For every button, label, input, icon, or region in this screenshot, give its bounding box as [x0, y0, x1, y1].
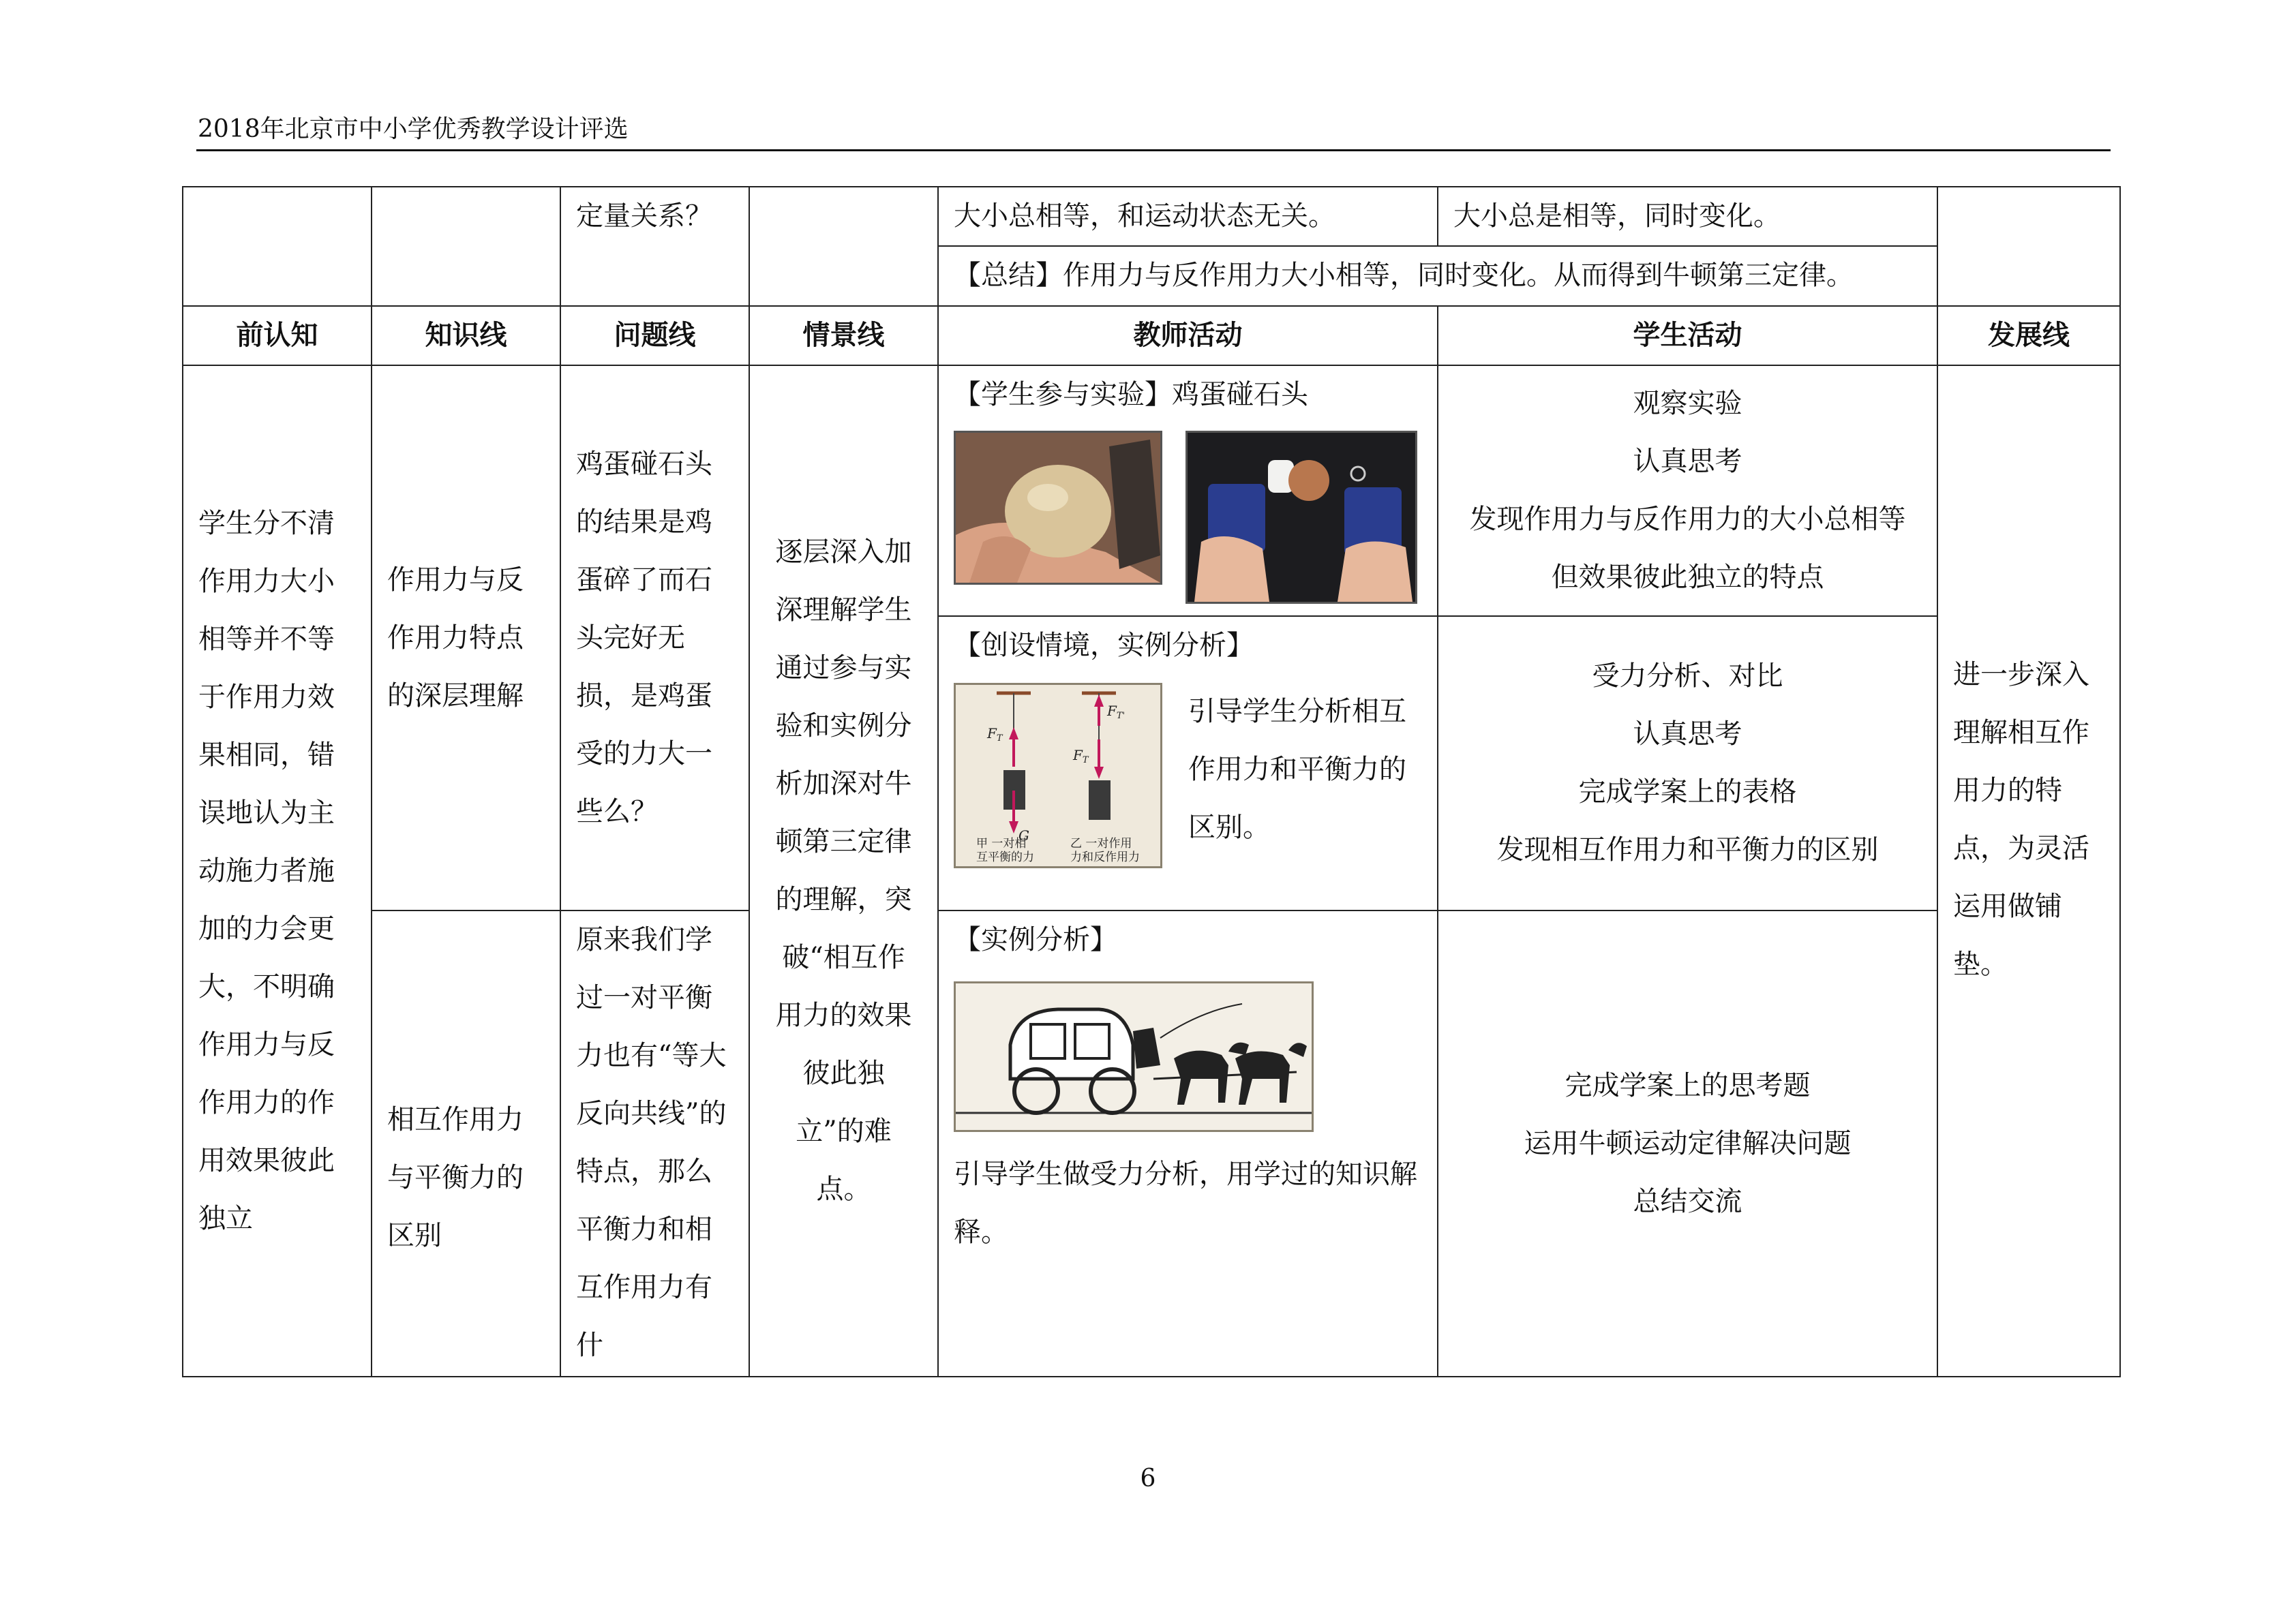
label-ft-right: $F_T$: [1073, 747, 1089, 765]
teacher-cell-experiment: [938, 365, 1438, 616]
prior-cell: [183, 365, 372, 1377]
column-header-scenario: 情景线: [749, 306, 938, 365]
student-1-line-4: 但效果彼此独立的特点: [1551, 562, 1824, 593]
caption-left-1: 甲 一对相: [976, 837, 1027, 851]
carry-development-cell: [1937, 187, 2120, 306]
label-ft-left: $F_T$: [987, 725, 1003, 744]
carry-question-text: 定量关系？: [576, 200, 712, 232]
teacher-tag-scenario: 【创设情境，实例分析】: [954, 630, 1254, 661]
question-cell-2: [560, 911, 749, 1377]
prior-text: 学生分不清作用力大小相等并不等于作用力效果相同，错误地认为主动施力者施加的力会更大，不明确作用力与反作用力的作用效果彼此独立: [198, 507, 335, 1234]
lesson-plan-table: [182, 186, 2121, 1377]
student-cell-1: [1438, 365, 1937, 616]
teacher-cell-example: [938, 911, 1438, 1377]
teacher-cell-scenario: [938, 616, 1438, 911]
student-1-line-1: 观察实验: [1633, 388, 1742, 419]
force-sensor-illustration: [1188, 433, 1415, 602]
carry-teacher-text: 大小总相等，和运动状态无关。: [954, 200, 1335, 232]
carry-student-cell: [1438, 187, 1937, 246]
summary-cell: [938, 246, 1937, 306]
scenario-text: 逐层深入加深理解学生通过参与实验和实例分析加深对牛顿第三定律的理解，突破“相互作用力的效果彼此独立”的难点。: [775, 536, 912, 1205]
column-header-development: 发展线: [1937, 306, 2120, 365]
question-text-1: 鸡蛋碰石头的结果是鸡蛋碎了而石头完好无损，是鸡蛋受的力大一些么？: [576, 448, 712, 827]
knowledge-text-1: 作用力与反作用力特点的深层理解: [387, 564, 524, 711]
student-3-line-3: 总结交流: [1633, 1185, 1742, 1217]
teacher-tag-example: 【实例分析】: [954, 924, 1117, 955]
student-2-line-1: 受力分析、对比: [1592, 660, 1783, 692]
force-diagram-svg: [956, 685, 1160, 866]
page-number: 6: [1140, 1465, 1156, 1493]
student-cell-2: [1438, 616, 1937, 911]
teacher-text-experiment: 鸡蛋碰石头: [1172, 379, 1308, 410]
force-diagram-figure: [954, 683, 1162, 868]
development-text: 进一步深入理解相互作用力的特点，为灵活运用做铺垫。: [1953, 659, 2089, 980]
egg-rock-illustration: [956, 433, 1160, 583]
development-cell: [1937, 365, 2120, 1377]
column-header-student: 学生活动: [1438, 306, 1937, 365]
horse-carriage-figure: [954, 981, 1314, 1132]
scenario-cell: [749, 365, 938, 1377]
student-1-line-2: 认真思考: [1633, 446, 1742, 477]
column-header-teacher: 教师活动: [938, 306, 1438, 365]
column-header-prior: 前认知: [183, 306, 372, 365]
summary-text: 【总结】作用力与反作用力大小相等，同时变化。从而得到牛顿第三定律。: [954, 260, 1854, 291]
knowledge-cell-1: [372, 365, 560, 911]
caption-right-1: 乙 一对作用: [1070, 837, 1132, 851]
knowledge-cell-2: [372, 911, 560, 1377]
carry-prior-cell: [183, 187, 372, 306]
teacher-text-scenario: 引导学生分析相互作用力和平衡力的区别。: [1188, 696, 1406, 843]
carry-teacher-cell: [938, 187, 1438, 246]
caption-right-2: 力和反作用力: [1070, 851, 1140, 864]
label-ft-prime: $F_{T'}$: [1107, 703, 1126, 721]
carry-knowledge-cell: [372, 187, 560, 306]
teacher-tag-experiment: 【学生参与实验】: [954, 379, 1172, 410]
column-header-question: 问题线: [560, 306, 749, 365]
force-sensor-photo: [1185, 431, 1417, 604]
student-3-line-1: 完成学案上的思考题: [1565, 1069, 1811, 1101]
student-2-line-3: 完成学案上的表格: [1578, 776, 1797, 808]
question-text-2: 原来我们学过一对平衡力也有“等大反向共线”的特点，那么平衡力和相互作用力有什: [576, 924, 727, 1361]
carry-scenario-cell: [749, 187, 938, 306]
caption-left-2: 互平衡的力: [976, 851, 1034, 864]
egg-rock-photo: [954, 431, 1162, 585]
carry-student-text: 大小总是相等，同时变化。: [1453, 200, 1781, 232]
student-1-line-3: 发现作用力与反作用力的大小总相等: [1469, 504, 1906, 535]
student-2-line-4: 发现相互作用力和平衡力的区别: [1496, 834, 1879, 866]
column-header-knowledge: 知识线: [372, 306, 560, 365]
student-2-line-2: 认真思考: [1633, 718, 1742, 750]
carry-question-cell: [560, 187, 749, 306]
question-cell-1: [560, 365, 749, 911]
header-divider: [196, 149, 2111, 151]
page-header-title: 2018年北京市中小学优秀教学设计评选: [198, 115, 629, 143]
student-cell-3: [1438, 911, 1937, 1377]
teacher-text-example: 引导学生做受力分析，用学过的知识解释。: [954, 1159, 1417, 1248]
student-3-line-2: 运用牛顿运动定律解决问题: [1524, 1127, 1852, 1159]
knowledge-text-2: 相互作用力与平衡力的区别: [387, 1103, 524, 1251]
label-g: G: [1018, 827, 1029, 844]
horse-carriage-svg: [956, 983, 1312, 1130]
